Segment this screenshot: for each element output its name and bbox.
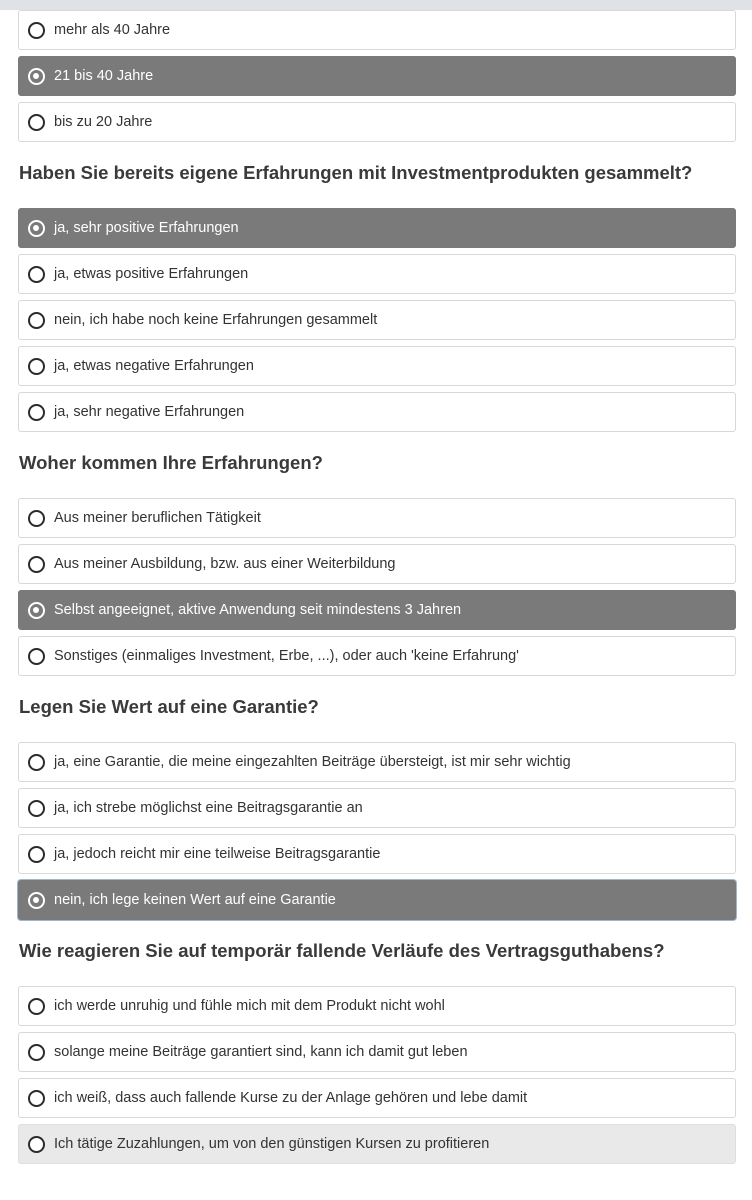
radio-circle-icon[interactable] (28, 846, 45, 863)
option-label: mehr als 40 Jahre (54, 22, 171, 38)
option-label: ja, etwas negative Erfahrungen (54, 358, 254, 374)
option-mehr-als-40-jahre[interactable] (18, 10, 736, 50)
option-kein-wert-auf-garantie[interactable] (18, 880, 736, 920)
option-label: ja, eine Garantie, die meine eingezahlten Beiträge übersteigt, ist mir sehr wichtig (54, 754, 571, 770)
option-berufliche-taetigkeit[interactable] (18, 498, 736, 538)
option-label: 21 bis 40 Jahre (54, 68, 154, 84)
option-label: solange meine Beiträge garantiert sind, kann ich damit gut leben (54, 1044, 468, 1060)
question-herkunft-erfahrungen: Woher kommen Ihre Erfahrungen? (19, 452, 323, 473)
option-label: ja, sehr negative Erfahrungen (54, 404, 245, 420)
option-label: Aus meiner Ausbildung, bzw. aus einer Weiterbildung (54, 556, 396, 572)
top-bar (0, 0, 752, 10)
radio-group-reaktion (18, 986, 736, 1164)
radio-group-age (18, 10, 736, 142)
option-sehr-negative-erfahrungen[interactable] (18, 392, 736, 432)
option-etwas-positive-erfahrungen[interactable] (18, 254, 736, 294)
option-zuzahlungen[interactable] (18, 1124, 736, 1164)
option-label: nein, ich lege keinen Wert auf eine Garantie (54, 892, 336, 908)
radio-selected-icon[interactable] (28, 220, 45, 237)
option-label: ja, jedoch reicht mir eine teilweise Beitragsgarantie (54, 846, 381, 862)
radio-selected-icon[interactable] (28, 68, 45, 85)
question-garantie: Legen Sie Wert auf eine Garantie? (19, 696, 319, 717)
option-teilweise-beitragsgarantie[interactable] (18, 834, 736, 874)
option-unruhig[interactable] (18, 986, 736, 1026)
radio-circle-icon[interactable] (28, 556, 45, 573)
radio-circle-icon[interactable] (28, 266, 45, 283)
option-selbst-angeeignet[interactable] (18, 590, 736, 630)
radio-group-herkunft (18, 498, 736, 676)
option-label: Ich tätige Zuzahlungen, um von den günstigen Kursen zu profitieren (54, 1136, 490, 1152)
radio-circle-icon[interactable] (28, 510, 45, 527)
option-beitragsgarantie[interactable] (18, 788, 736, 828)
option-label: ja, etwas positive Erfahrungen (54, 266, 249, 282)
radio-selected-icon[interactable] (28, 602, 45, 619)
option-label: Selbst angeeignet, aktive Anwendung seit mindestens 3 Jahren (54, 602, 462, 618)
option-garantie-sehr-wichtig[interactable] (18, 742, 736, 782)
radio-group-garantie (18, 742, 736, 920)
radio-selected-icon[interactable] (28, 892, 45, 909)
radio-circle-icon[interactable] (28, 404, 45, 421)
option-label: ja, sehr positive Erfahrungen (54, 220, 239, 236)
option-label: ich werde unruhig und fühle mich mit dem Produkt nicht wohl (54, 998, 445, 1014)
radio-circle-icon[interactable] (28, 312, 45, 329)
option-keine-erfahrungen[interactable] (18, 300, 736, 340)
radio-circle-icon[interactable] (28, 800, 45, 817)
option-etwas-negative-erfahrungen[interactable] (18, 346, 736, 386)
radio-circle-icon[interactable] (28, 114, 45, 131)
radio-circle-icon[interactable] (28, 1136, 45, 1153)
option-ausbildung[interactable] (18, 544, 736, 584)
option-sehr-positive-erfahrungen[interactable] (18, 208, 736, 248)
option-label: ich weiß, dass auch fallende Kurse zu der Anlage gehören und lebe damit (54, 1090, 528, 1106)
radio-circle-icon[interactable] (28, 1090, 45, 1107)
radio-circle-icon[interactable] (28, 1044, 45, 1061)
question-erfahrungen: Haben Sie bereits eigene Erfahrungen mit Investmentprodukten gesammelt? (19, 162, 693, 183)
radio-circle-icon[interactable] (28, 998, 45, 1015)
option-label: nein, ich habe noch keine Erfahrungen gesammelt (54, 312, 378, 328)
radio-circle-icon[interactable] (28, 754, 45, 771)
radio-circle-icon[interactable] (28, 648, 45, 665)
question-fallende-verlaeufe: Wie reagieren Sie auf temporär fallende Verläufe des Vertragsguthabens? (19, 940, 665, 961)
option-label: Sonstiges (einmaliges Investment, Erbe, ...), oder auch 'keine Erfahrung' (54, 648, 519, 664)
option-label: bis zu 20 Jahre (54, 114, 153, 130)
questionnaire (18, 10, 736, 1170)
option-label: Aus meiner beruflichen Tätigkeit (54, 510, 261, 526)
option-fallende-kurse-gehoeren-dazu[interactable] (18, 1078, 736, 1118)
option-beitraege-garantiert[interactable] (18, 1032, 736, 1072)
option-bis-zu-20-jahre[interactable] (18, 102, 736, 142)
option-sonstiges[interactable] (18, 636, 736, 676)
option-label: ja, ich strebe möglichst eine Beitragsgarantie an (54, 800, 363, 816)
radio-group-erfahrungen (18, 208, 736, 432)
radio-circle-icon[interactable] (28, 22, 45, 39)
option-21-bis-40-jahre[interactable] (18, 56, 736, 96)
radio-circle-icon[interactable] (28, 358, 45, 375)
